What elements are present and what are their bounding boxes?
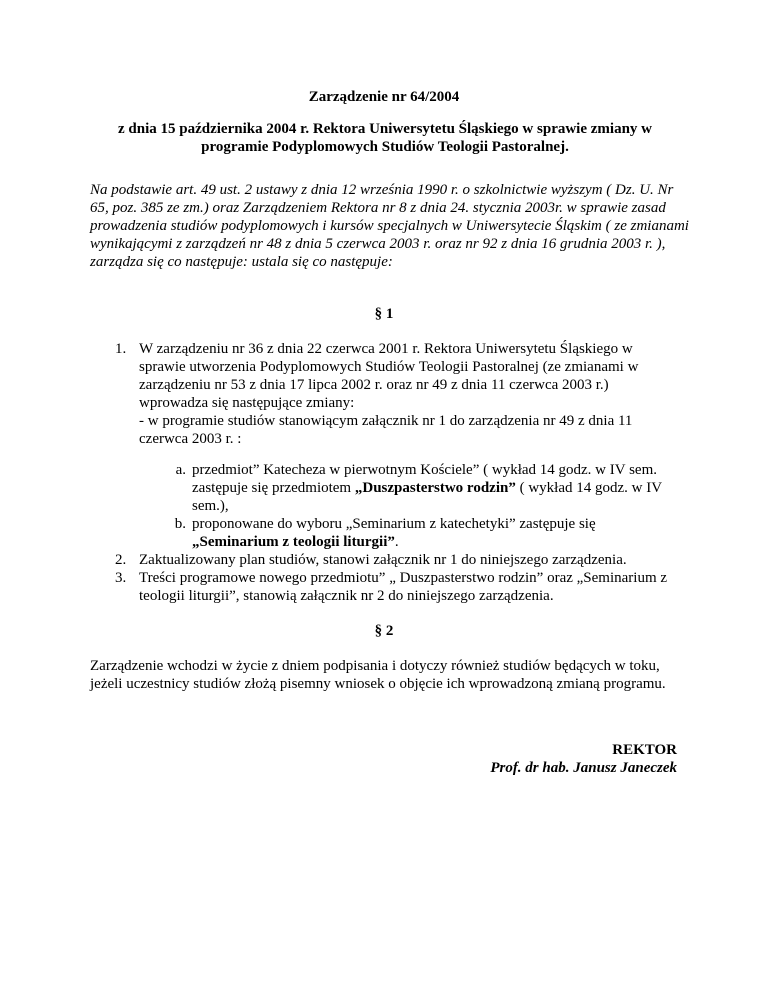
section-1-heading: § 1 [374,306,394,322]
document-subtitle: z dnia 15 października 2004 r. Rektora Uniwersytetu Śląskiego w sprawie zmiany w programie Podyplomowych Studiów Teologii Pastoralnej. [117,121,653,155]
item-3-number: 3. [115,570,127,586]
sub-item-a-bold: „Duszpasterstwo rodzin” [354,480,516,496]
item-1-subtext: - w programie studiów stanowiącym załącznik nr 1 do zarządzenia nr 49 z dnia 11 czerwca 2003 r. : [139,413,633,447]
item-1-text: W zarządzeniu nr 36 z dnia 22 czerwca 2001 r. Rektora Uniwersytetu Śląskiego w sprawie utworzenia Podyplomowych Studiów Teologii Pastoralnej (ze zmianami w zarządzeniu nr 53 z dnia 17 lipca 2002 r. oraz nr 49 z dnia 11 czerwca 2003 r.) wprowadza się następujące zmiany: [139,341,639,411]
sub-item-b-bold: „Seminarium z teologii liturgii” [192,534,395,550]
item-3-text: Treści programowe nowego przedmiotu” „ Duszpasterstwo rodzin” oraz „Seminarium z teologii liturgii”, stanowią załącznik nr 2 do niniejszego zarządzenia. [139,570,668,604]
sub-item-b-text [192,515,682,551]
item-2-text: Zaktualizowany plan studiów, stanowi załącznik nr 1 do niniejszego zarządzenia. [139,552,627,568]
item-2-number: 2. [115,552,127,568]
sub-item-a-text [192,461,682,515]
closing-paragraph: Zarządzenie wchodzi w życie z dniem podpisania i dotyczy również studiów będących w toku, jeżeli uczestnicy studiów złożą pisemny wniosek o objęcie ich wprowadzoną zmianą programu. [90,658,666,692]
sub-item-b-label: b. [174,516,186,532]
section-2-heading: § 2 [374,623,394,639]
document-title: Zarządzenie nr 64/2004 [308,89,460,105]
item-1-number: 1. [115,341,127,357]
signature-name: Prof. dr hab. Janusz Janeczek [490,760,677,776]
sub-item-a-pre: przedmiot” Katecheza w pierwotnym Kościele” ( wykład 14 godz. w IV sem. zastępuje się przedmiotem [192,462,657,496]
sub-item-b-post: . [394,534,399,550]
sub-item-a-post: ( wykład 14 godz. w IV sem.), [192,480,662,514]
signature-title: REKTOR [612,742,677,758]
sub-item-b-pre: proponowane do wyboru „Seminarium z katechetyki” zastępuje się [192,516,596,532]
preamble-paragraph: Na podstawie art. 49 ust. 2 ustawy z dnia 12 września 1990 r. o szkolnictwie wyższym ( Dz. U. Nr 65, poz. 385 ze zm.) oraz Zarządzeniem Rektora nr 8 z dnia 24. stycznia 2003r. w sprawie zasad prowadzenia studiów podyplomowych i kursów specjalnych w Uniwersytecie Śląskim ( ze zmianami wynikającymi z zarządzeń nr 48 z dnia 5 czerwca 2003 r. oraz nr 92 z dnia 16 grudnia 2003 r. ), zarządza się co następuje: ustala się co następuje: [90,182,689,270]
sub-item-a-label: a. [175,462,186,478]
